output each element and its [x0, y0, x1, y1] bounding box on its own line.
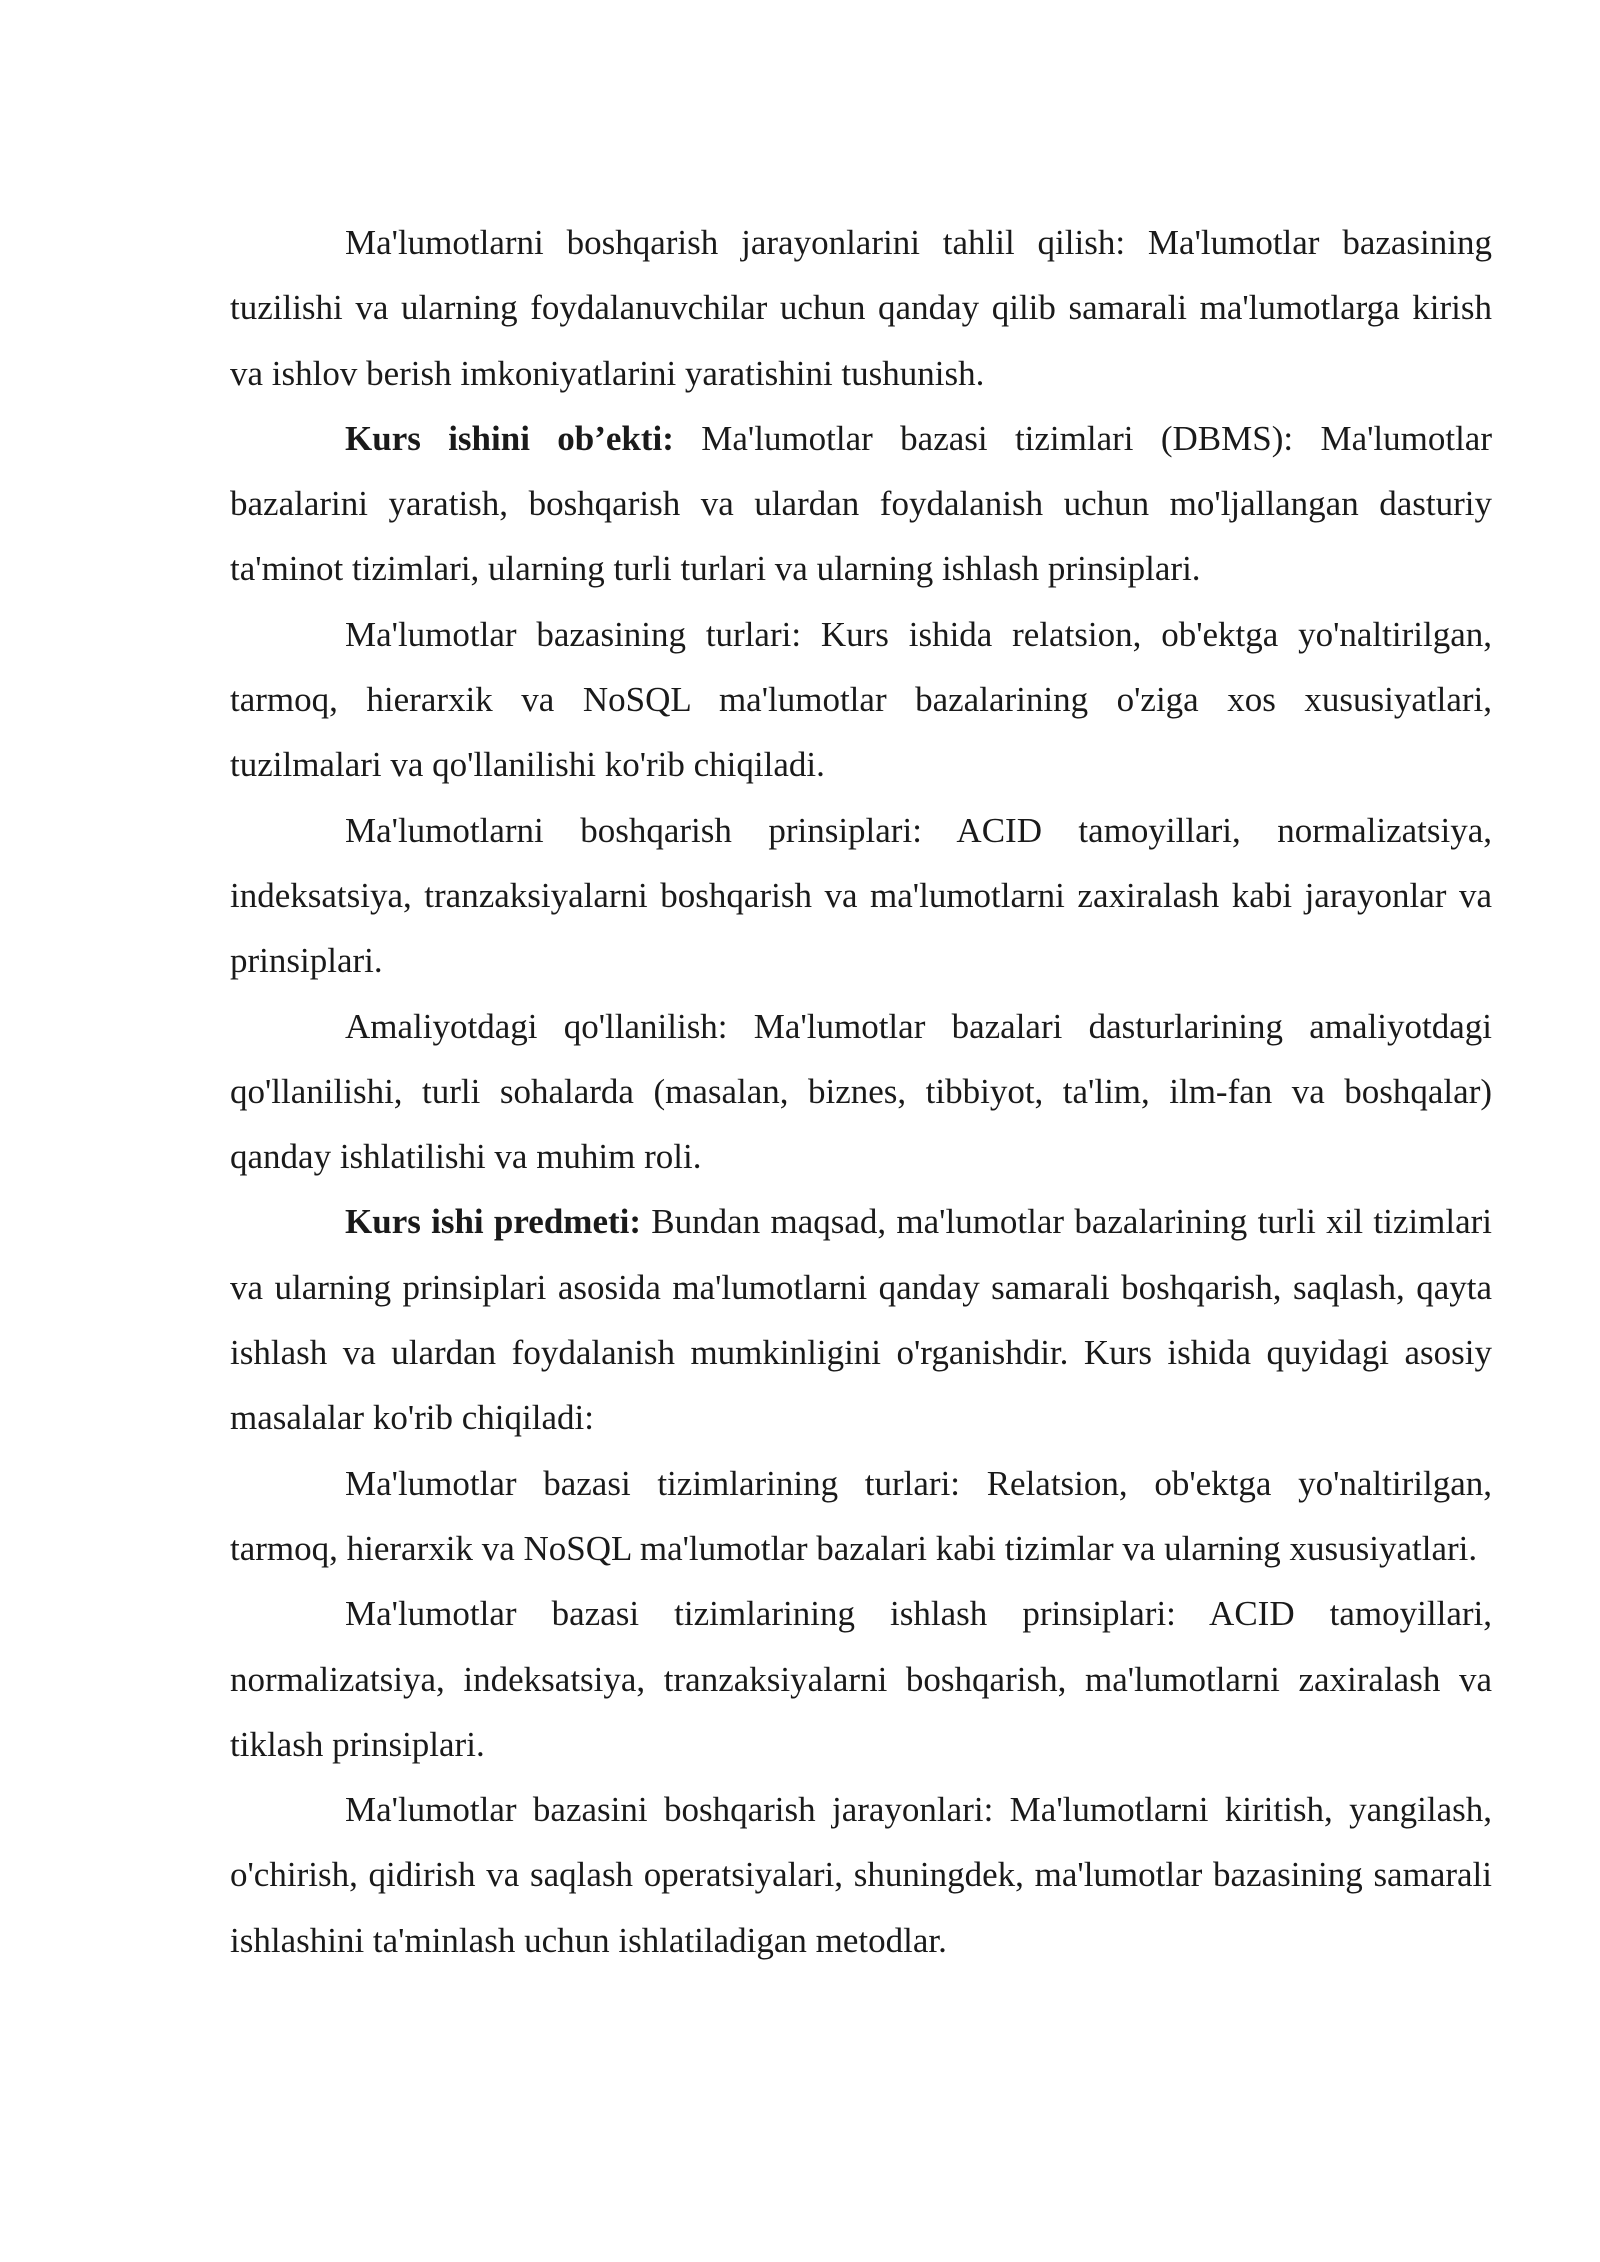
paragraph-text: Ma'lumotlar bazasi tizimlarining turlari: Relatsion, ob'ektga yo'naltirilgan, tarmoq, hierarxik va NoSQL ma'lumotlar bazalari kabi tizimlar va ularning xususiyatlari.: [230, 1463, 1492, 1568]
paragraph-lead: Kurs ishini ob’ekti:: [345, 418, 674, 458]
paragraph-text: Ma'lumotlar bazasi tizimlari (DBMS): Ma'lumotlar bazalarini yaratish, boshqarish va ulardan foydalanish uchun mo'ljallangan dasturiy ta'minot tizimlari, ularning turli turlari va ularning ishlash prinsiplari.: [230, 418, 1492, 589]
paragraph-text: Ma'lumotlar bazasining turlari: Kurs ishida relatsion, ob'ektga yo'naltirilgan, tarmoq, hierarxik va NoSQL ma'lumotlar bazalarining o'ziga xos xususiyatlari, tuzilmalari va qo'llanilishi ko'rib chiqiladi.: [230, 614, 1492, 785]
paragraph-management-processes: [230, 1777, 1492, 1973]
paragraph-practical-application: [230, 994, 1492, 1190]
paragraph-text: Ma'lumotlarni boshqarish prinsiplari: ACID tamoyillari, normalizatsiya, indeksatsiya, tranzaksiyalarni boshqarish va ma'lumotlarni zaxiralash kabi jarayonlar va prinsiplari.: [230, 810, 1492, 981]
paragraph-data-management-analysis: [230, 210, 1492, 406]
paragraph-database-types: [230, 602, 1492, 798]
paragraph-lead: Kurs ishi predmeti:: [345, 1202, 642, 1242]
paragraph-text: Amaliyotdagi qo'llanilish: Ma'lumotlar bazalari dasturlarining amaliyotdagi qo'llanilishi, turli sohalarda (masalan, biznes, tibbiyot, ta'lim, ilm-fan va boshqalar) qanday ishlatilishi va muhim roli.: [230, 1006, 1492, 1177]
paragraph-text: Ma'lumotlarni boshqarish jarayonlarini tahlil qilish: Ma'lumotlar bazasining tuzilishi va ularning foydalanuvchilar uchun qanday qilib samarali ma'lumotlarga kirish va ishlov berish imkoniyatlarini yaratishini tushunish.: [230, 223, 1492, 393]
paragraph-text: Bundan maqsad, ma'lumotlar bazalarining turli xil tizimlari va ularning prinsiplari asosida ma'lumotlarni qanday samarali boshqarish, saqlash, qayta ishlash va ulardan foydalanish mumkinligini o'rganishdir. Kurs ishida quyidagi asosiy masalalar ko'rib chiqiladi:: [230, 1202, 1492, 1438]
paragraph-course-object: [230, 406, 1492, 602]
paragraph-system-types: [230, 1451, 1492, 1582]
paragraph-management-principles: [230, 798, 1492, 994]
paragraph-text: Ma'lumotlar bazasi tizimlarining ishlash prinsiplari: ACID tamoyillari, normalizatsiya, indeksatsiya, tranzaksiyalarni boshqarish, ma'lumotlarni zaxiralash va tiklash prinsiplari.: [230, 1594, 1492, 1764]
paragraph-system-principles: [230, 1581, 1492, 1777]
document-page: [230, 210, 1492, 1973]
paragraph-text: Ma'lumotlar bazasini boshqarish jarayonlari: Ma'lumotlarni kiritish, yangilash, o'chirish, qidirish va saqlash operatsiyalari, shuningdek, ma'lumotlar bazasining samarali ishlashini ta'minlash uchun ishlatiladigan metodlar.: [230, 1790, 1492, 1960]
paragraph-course-subject: [230, 1189, 1492, 1450]
